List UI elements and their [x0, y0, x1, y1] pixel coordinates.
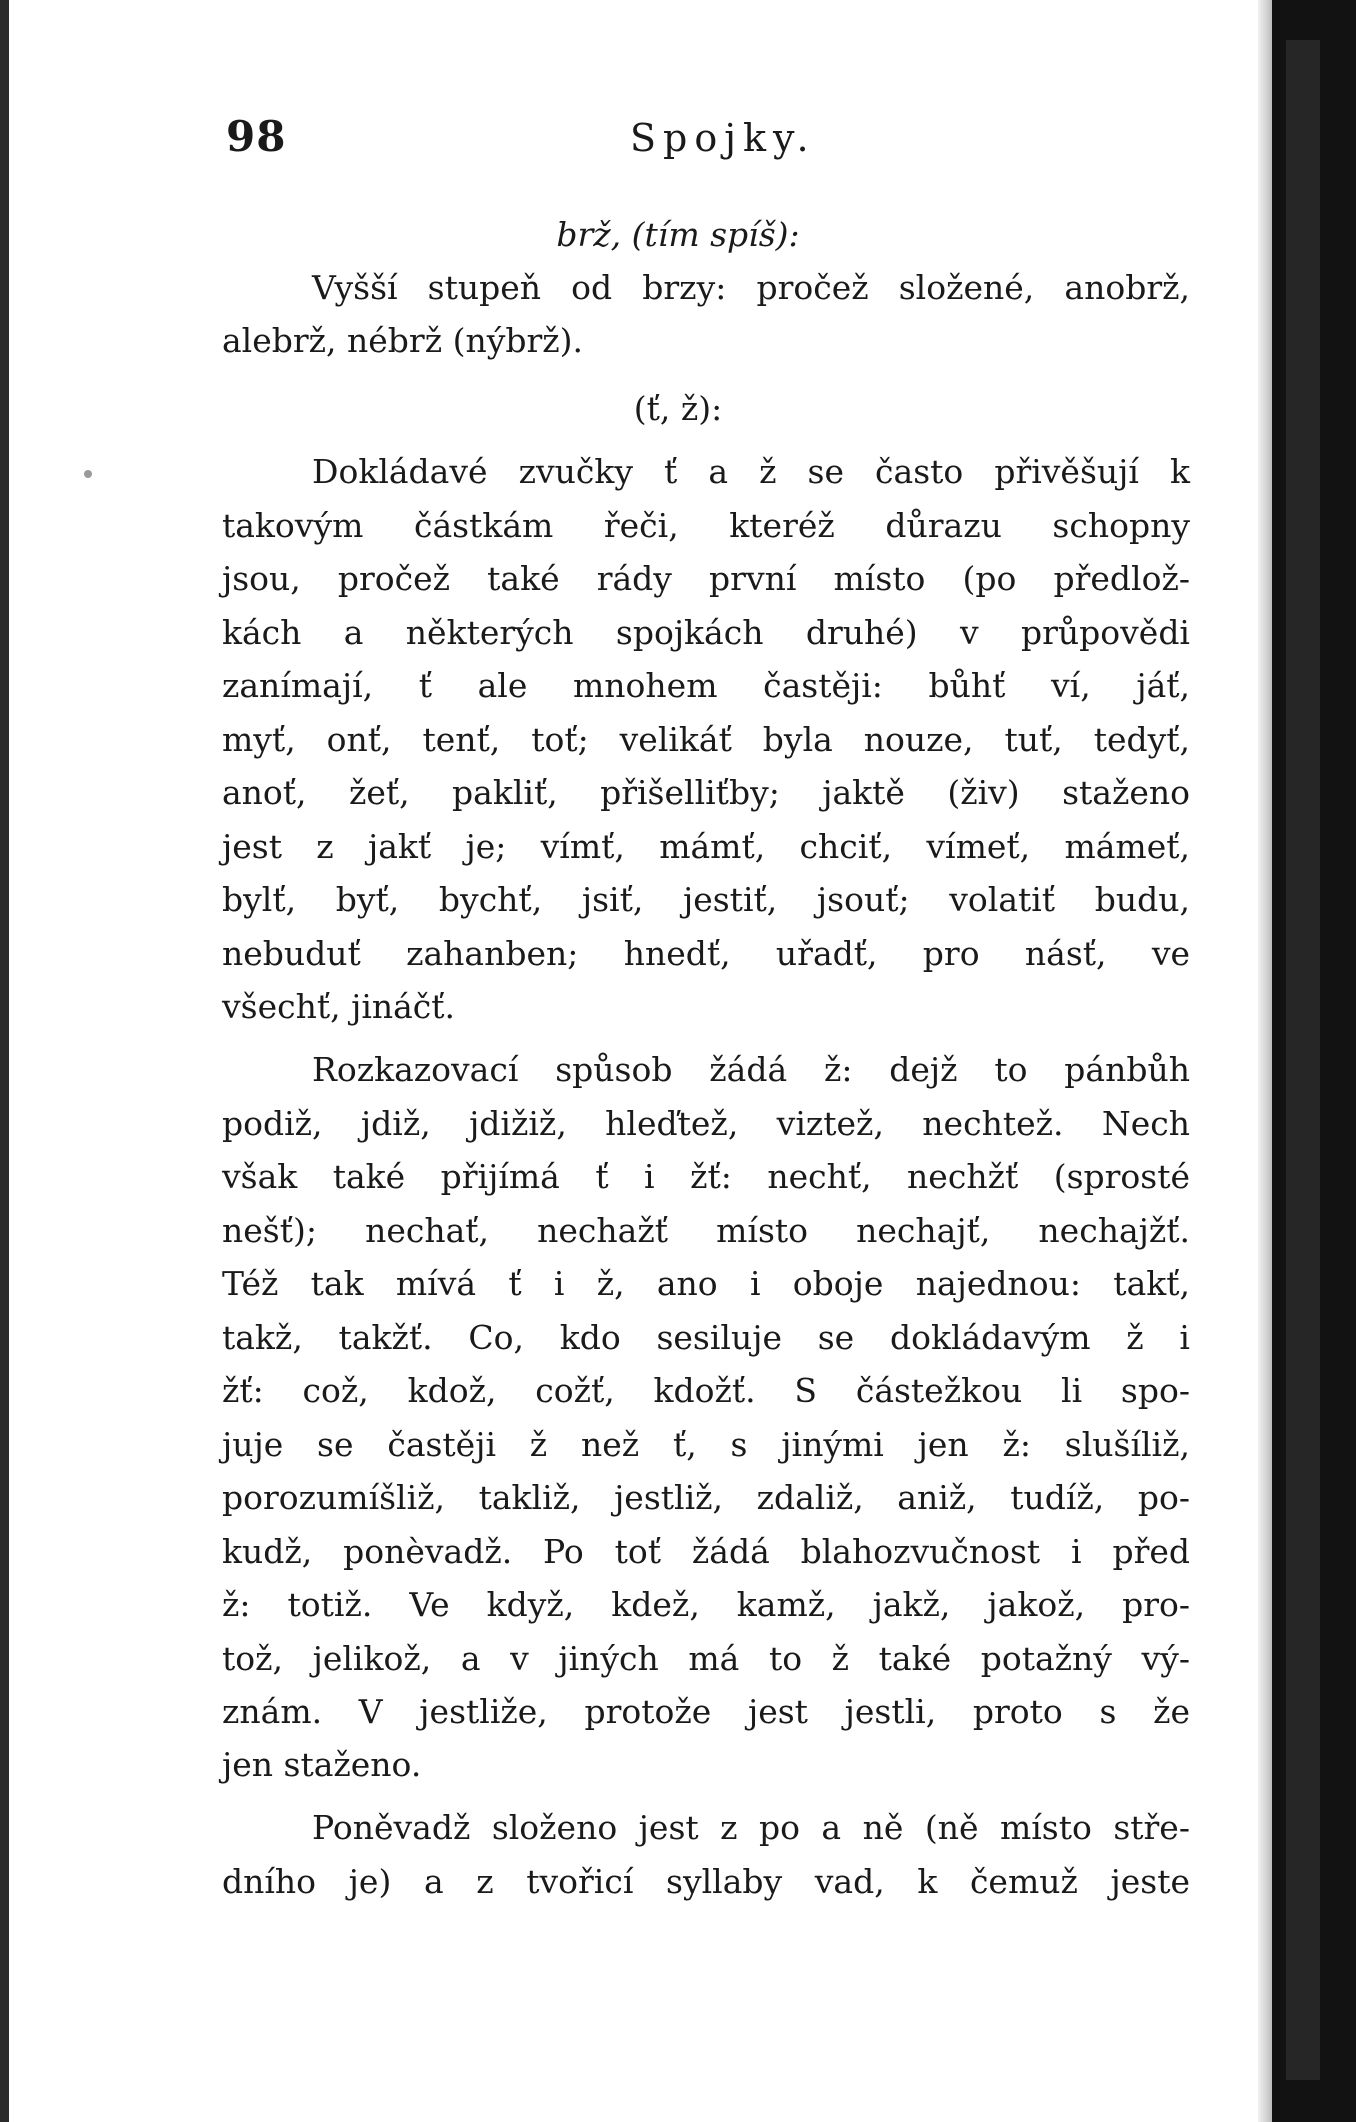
text-line: nebuduť zahanben; hnedť, uřadť, pro násť, ve [222, 933, 1190, 973]
text-line: kudž, ponèvadž. Po toť žádá blahozvučnost i před [222, 1531, 1190, 1571]
paragraph-brz-end [222, 314, 1190, 368]
text-line: juje se častěji ž než ť, s jinými jen ž: slušíliž, [222, 1424, 1190, 1464]
text-line: anoť, žeť, pakliť, přišelliťby; jaktě (živ) staženo [222, 773, 1190, 812]
text-line: myť, onť, tenť, toť; velikáť byla nouze, tuť, tedyť, [222, 719, 1190, 759]
running-head: Spojky. [630, 116, 816, 160]
text-line: takž, takžť. Co, kdo sesiluje se dokládavým ž i [222, 1317, 1190, 1357]
text-line: dního je) a z tvořicí syllaby vad, k čemuž jeste [222, 1861, 1190, 1901]
text-line: jest z jakť je; vímť, mámť, chciť, vímeť, mámeť, [222, 826, 1190, 866]
text-line: alebrž, nébrž (nýbrž). [222, 321, 584, 360]
paragraph-t-z-end [222, 980, 1190, 1034]
text-line: jsou, pročež také rády první místo (po předlož- [222, 559, 1190, 598]
section-heading-t-z: (ť, ž): [633, 389, 723, 428]
text-line: nešť); nechať, nechažť místo nechajť, nechajžť. [222, 1210, 1190, 1250]
paragraph-rozkazovaci [222, 1043, 1190, 1739]
text-line: znám. V jestliže, protože jest jestli, proto s že [222, 1692, 1190, 1731]
page-number: 98 [226, 112, 287, 161]
text-line: žť: což, kdož, cožť, kdožť. S částežkou li spo- [222, 1371, 1190, 1410]
text-line: Též tak mívá ť i ž, ano i oboje najednou: takť, [222, 1264, 1190, 1303]
paragraph-t-z [222, 445, 1190, 980]
text-line: zanímají, ť ale mnohem častěji: bůhť ví, jáť, [222, 666, 1190, 705]
text-line: však také přijímá ť i žť: nechť, nechžť (sprosté [222, 1157, 1190, 1196]
text-line: Poněvadž složeno jest z po a ně (ně místo stře- [312, 1808, 1190, 1847]
text-line: Vyšší stupeň od brzy: pročež složené, anobrž, [312, 268, 1190, 307]
text-line: Rozkazovací spůsob žádá ž: dejž to pánbůh [312, 1050, 1190, 1089]
text-line: takovým částkám řeči, kteréž důrazu schopny [222, 505, 1190, 545]
text-line: kách a některých spojkách druhé) v průpovědi [222, 612, 1190, 652]
paragraph-ponevadz [222, 1801, 1190, 1908]
text-line: porozumíšliž, takliž, jestliž, zdaliž, aniž, tudíž, po- [222, 1478, 1190, 1517]
text-line: bylť, byť, bychť, jsiť, jestiť, jsouť; volatiť budu, [222, 880, 1190, 919]
text-line: všechť, jináčť. [222, 987, 456, 1026]
section-heading-brz: brž, (tím spíš): [556, 215, 800, 254]
text-line: jen staženo. [222, 1745, 422, 1784]
paragraph-rozkazovaci-end [222, 1738, 1190, 1792]
text-line: Dokládavé zvučky ť a ž se často přivěšují k [312, 452, 1190, 491]
paragraph-brz [222, 261, 1190, 315]
text-line: tož, jelikož, a v jiných má to ž také potažný vý- [222, 1638, 1190, 1678]
text-line: ž: totiž. Ve když, kdež, kamž, jakž, jakož, pro- [222, 1585, 1190, 1624]
text-line: podiž, jdiž, jdižiž, hleďtež, viztež, nechtež. Nech [222, 1103, 1190, 1143]
